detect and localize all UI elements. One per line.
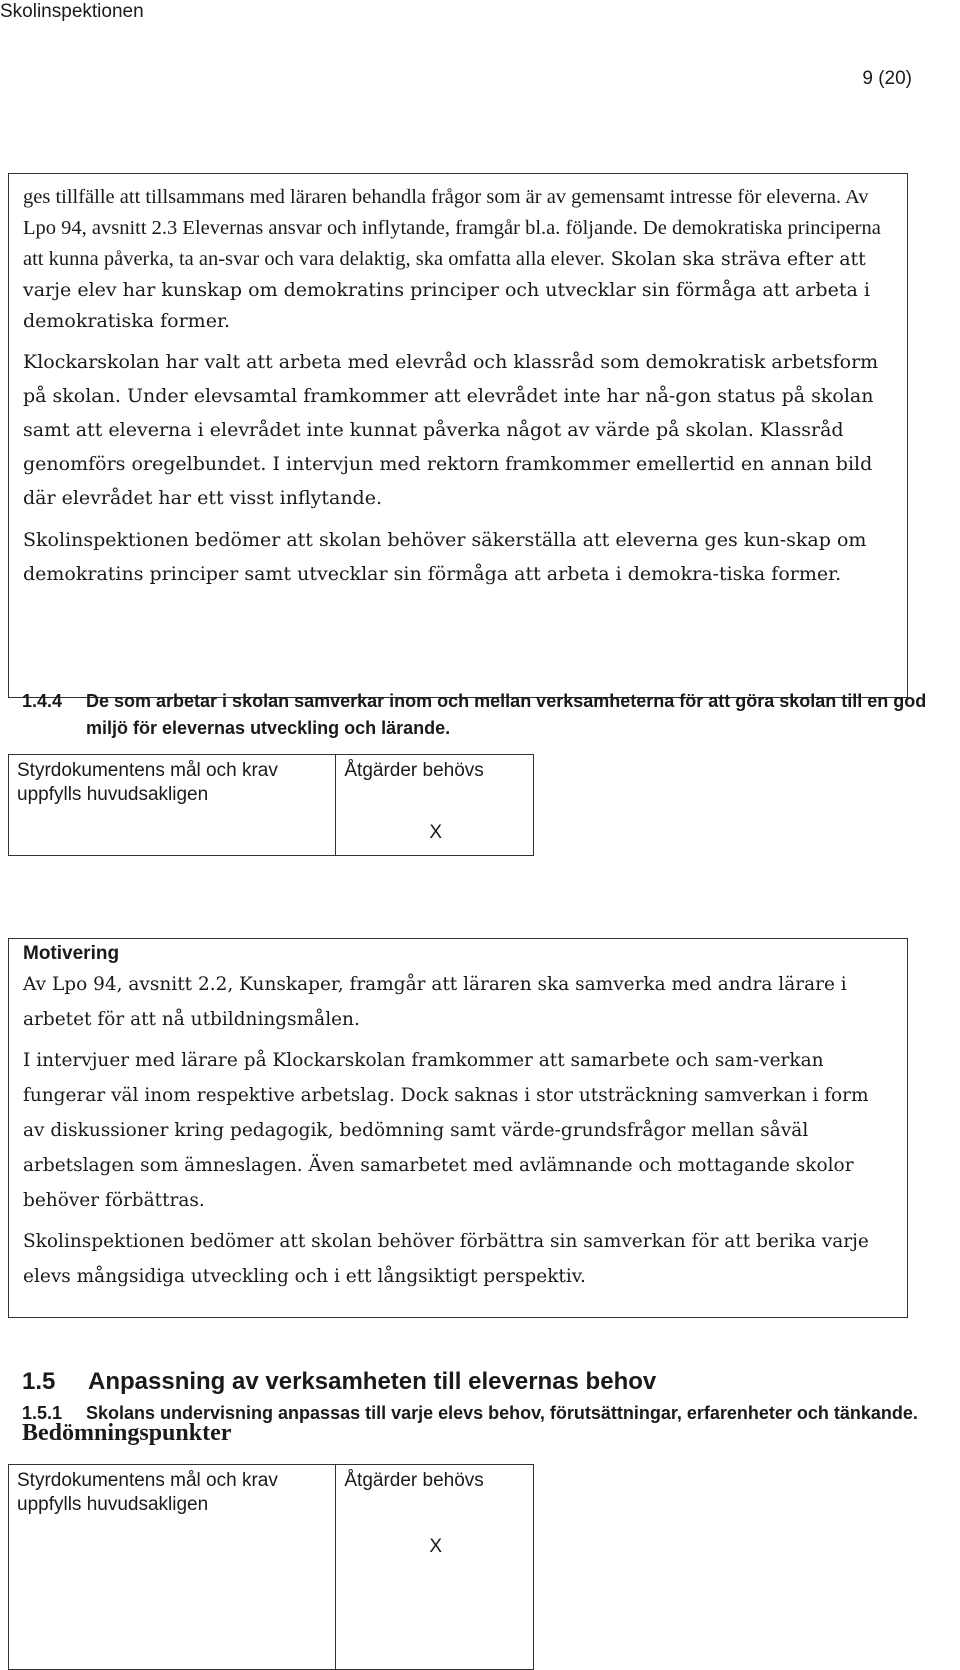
section-15-number: 1.5 xyxy=(22,1368,56,1395)
assessment-table-151 xyxy=(8,1464,534,1670)
table1-x-mark: X xyxy=(429,822,443,843)
box1-paragraph-3 xyxy=(23,523,893,591)
box2-heading: Motivering xyxy=(23,943,120,964)
box2-paragraph-1 xyxy=(23,967,893,1037)
criterion-151-number: 1.5.1 xyxy=(22,1403,63,1423)
table2-col2-label: Åtgärder behövs xyxy=(344,1470,484,1491)
box1-paragraph-1 xyxy=(23,182,893,337)
box1-paragraph-2 xyxy=(23,345,893,515)
motivation-box-143 xyxy=(8,173,908,698)
box2-paragraph-1-text: Av Lpo 94, avsnitt 2.2, Kunskaper, framgår att läraren ska samverka med andra lärare i arbetet för att nå utbildningsmålen. xyxy=(23,974,847,1030)
table2-col2 xyxy=(336,1465,534,1670)
assessment-table-144 xyxy=(8,754,534,856)
motivation-box-144 xyxy=(8,938,908,1318)
box2-paragraph-3-text: Skolinspektionen bedömer att skolan behöver förbättra sin samverkan för att berika varje elevs mångsidiga utveckling och i ett långsiktigt perspektiv. xyxy=(23,1231,869,1287)
table2-col1 xyxy=(9,1465,336,1670)
section-15-subheading: Bedömningspunkter xyxy=(22,1420,232,1446)
box2-paragraph-2-text: I intervjuer med lärare på Klockarskolan framkommer att samarbete och sam-verkan fungerar väl inom respektive arbetslag. Dock saknas i stor utsträckning samverkan i form av diskussioner kring pedagogik, bedömning samt värde-grundsfrågor mellan såväl arbetslagen som ämneslagen. Även samarbetet med avlämnande och mottagande skolor behöver förbättras. xyxy=(23,1050,869,1211)
table2-col1-label: Styrdokumentens mål och krav uppfylls huvudsakligen xyxy=(17,1470,278,1515)
box1-paragraph-3-text: Skolinspektionen bedömer att skolan behöver säkerställa att eleverna ges kun-skap om demokratins principer samt utvecklar sin förmåga att arbeta i demokra-tiska former. xyxy=(23,529,867,585)
criterion-151 xyxy=(22,1400,952,1427)
box1-paragraph-1a: ges tillfälle att tillsammans med läraren behandla frågor som är av gemensamt intresse för eleverna. Av Lpo 94, avsnitt 2.3 Elevernas ansvar och inflytande, framgår bl.a. följande. De demokratiska principerna att kunna påverka, ta an-svar och vara delaktig, ska omfatta alla elever. xyxy=(23,186,881,270)
box2-paragraph-3 xyxy=(23,1224,893,1294)
criterion-151-text: Skolans undervisning anpassas till varje elevs behov, förutsättningar, erfarenheter och tänkande. xyxy=(86,1403,918,1423)
document-header-title: Skolinspektionen xyxy=(0,1,144,22)
box1-paragraph-1b: Skolan ska sträva efter att varje elev har kunskap om demokratins principer och utvecklar sin förmåga att arbeta i demokratiska former. xyxy=(23,248,870,332)
table1-col2 xyxy=(336,755,534,856)
table1-col1-label: Styrdokumentens mål och krav uppfylls huvudsakligen xyxy=(17,760,278,805)
table1-col1 xyxy=(9,755,336,856)
criterion-144-text: De som arbetar i skolan samverkar inom och mellan verksamheterna för att göra skolan till en god miljö för elevernas utveckling och lärande. xyxy=(86,691,927,738)
table1-col2-label: Åtgärder behövs xyxy=(344,760,484,781)
page-number: 9 (20) xyxy=(862,68,912,89)
criterion-144-number: 1.4.4 xyxy=(22,691,63,711)
table2-x-mark: X xyxy=(429,1536,443,1557)
criterion-144 xyxy=(22,688,942,742)
box2-paragraph-2 xyxy=(23,1043,893,1218)
box1-paragraph-2-text: Klockarskolan har valt att arbeta med elevråd och klassråd som demokratisk arbetsform på skolan. Under elevsamtal framkommer att elevrådet inte har nå-gon status på skolan samt att eleverna i elevrådet inte kunnat påverka något av värde på skolan. Klassråd genomförs oregelbundet. I intervjun med rektorn framkommer emellertid en annan bild där elevrådet har ett visst inflytande. xyxy=(23,351,879,509)
section-heading-15 xyxy=(22,1367,656,1397)
section-15-title: Anpassning av verksamheten till elevernas behov xyxy=(88,1368,657,1395)
